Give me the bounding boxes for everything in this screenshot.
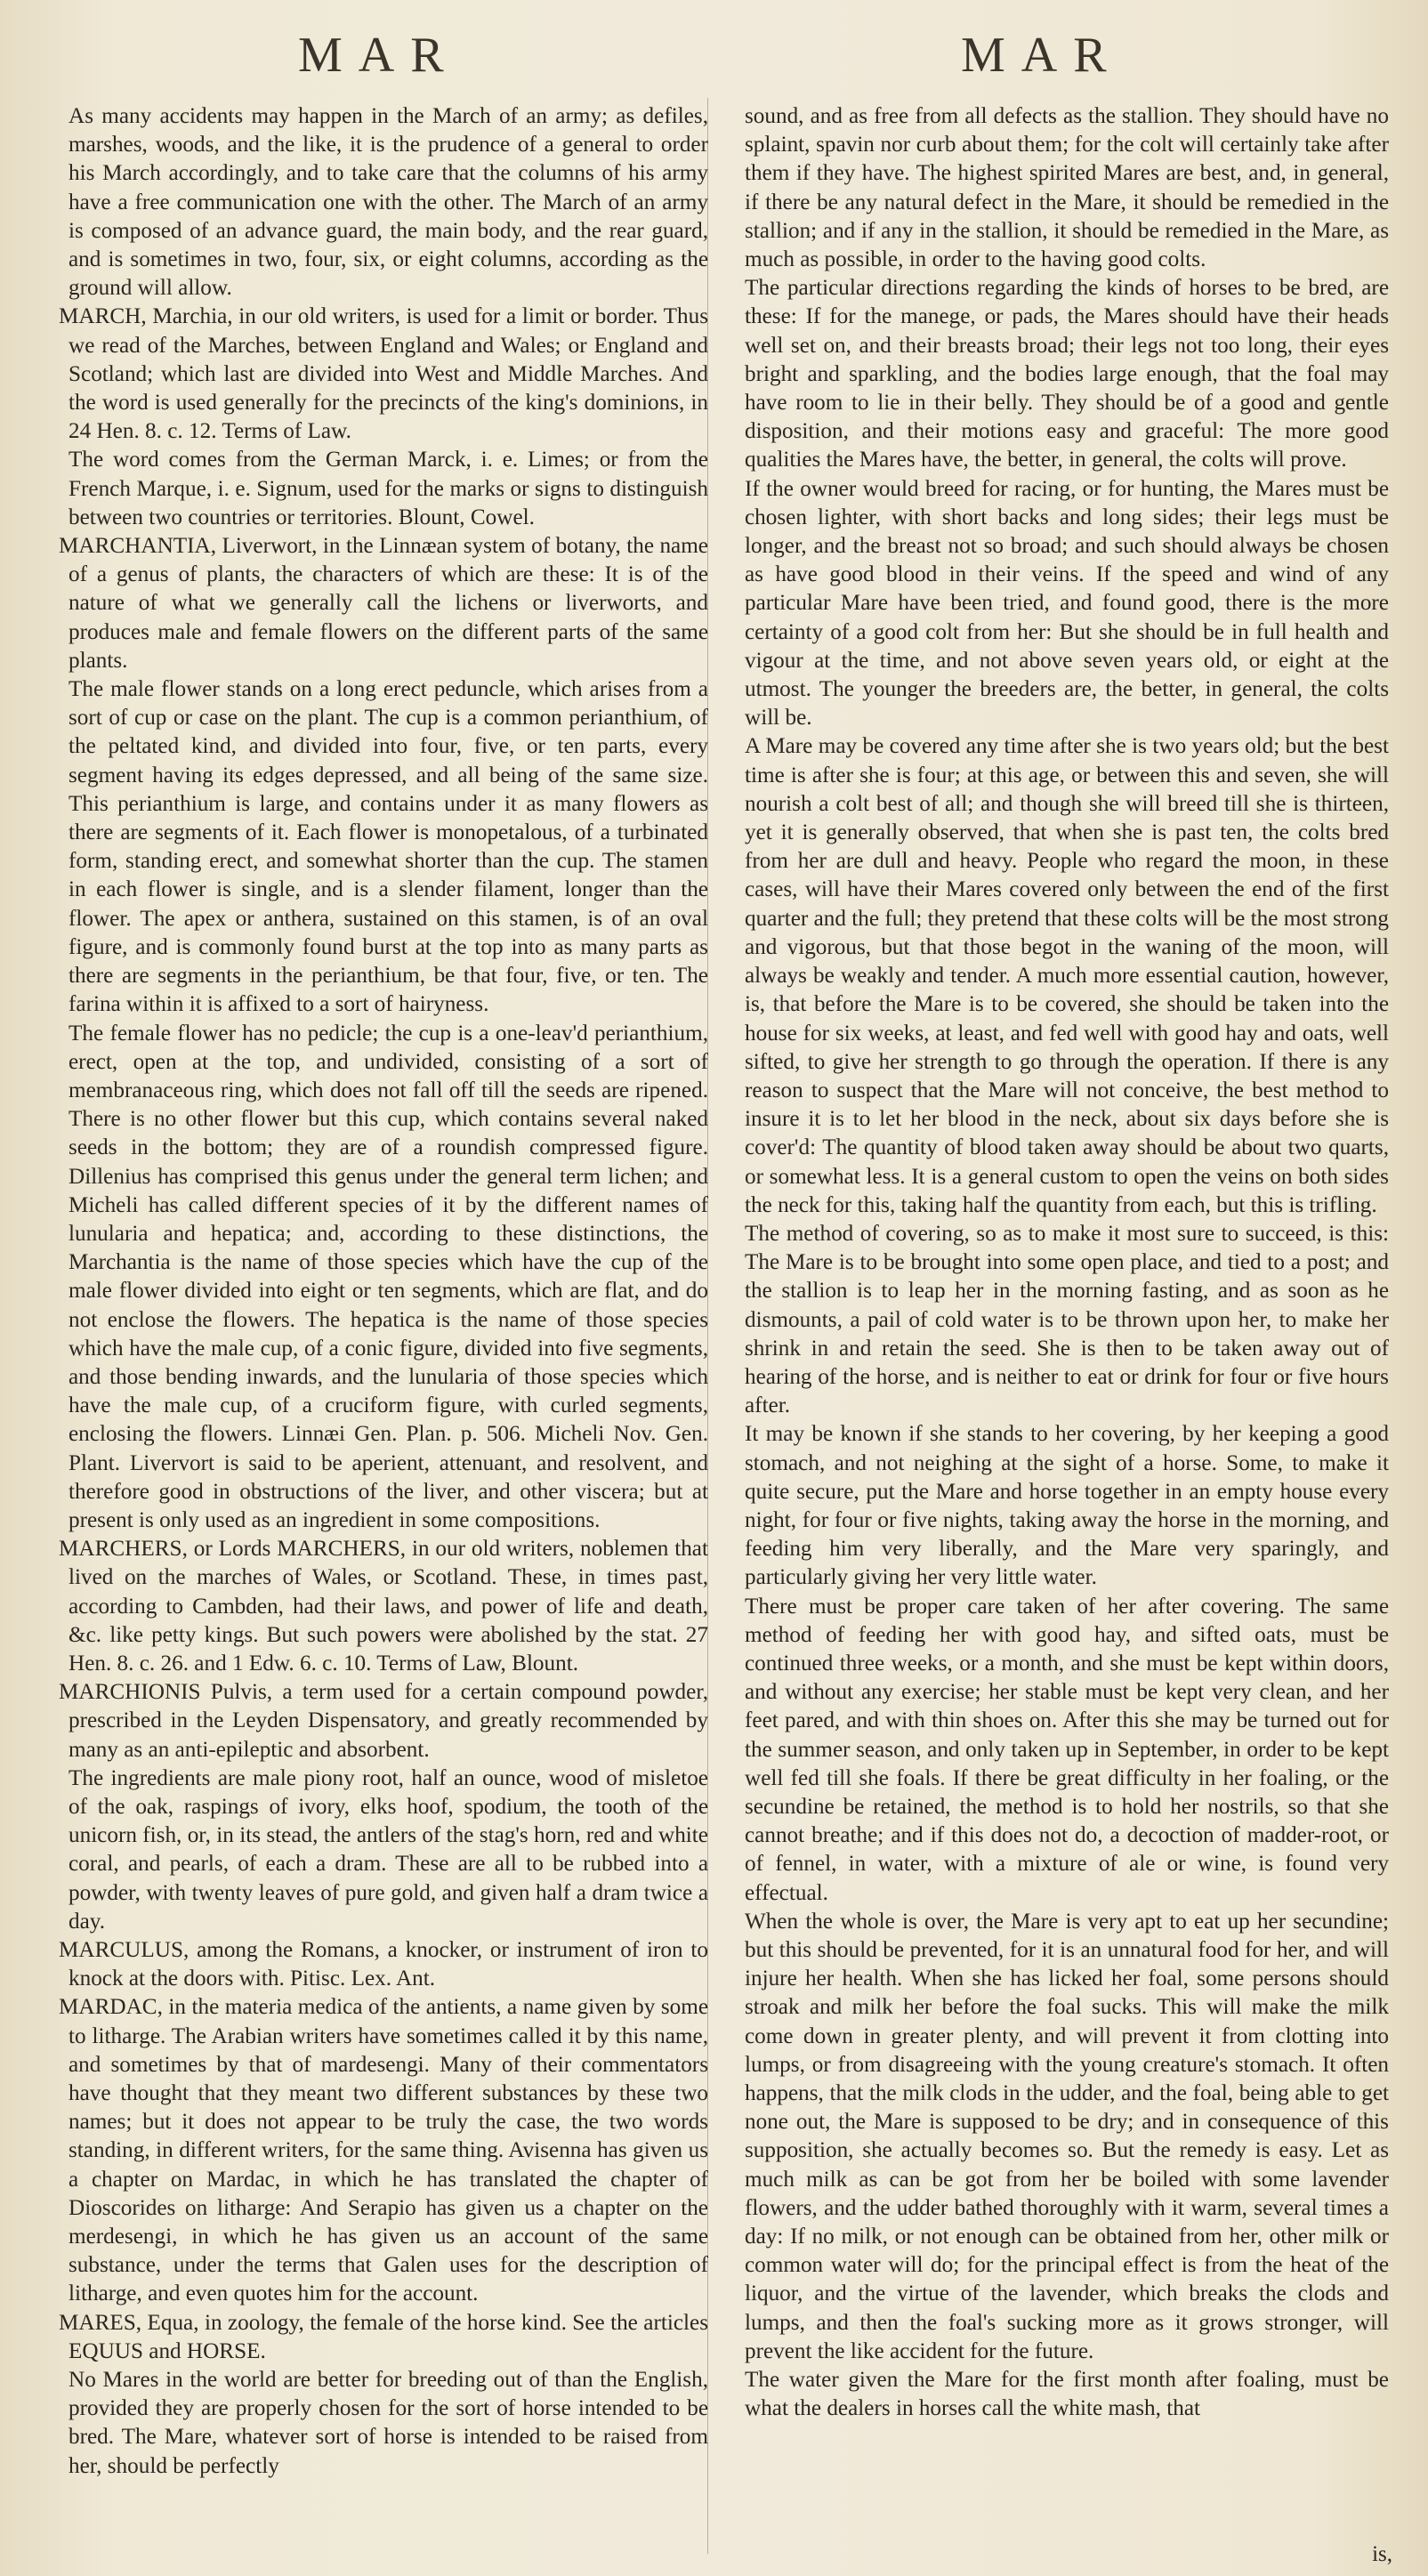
entry-marculus: MARCULUS, among the Romans, a knocker, or instrument of iron to knock at the doors with. Pitisc. Lex. Ant. [59,1938,708,1991]
paragraph: As many accidents may happen in the March of an army; as defiles, marshes, woods, and the like, it is the prudence of a general to order his March accordingly, and to take care that the columns of his army have a free communication one with the other. The March of an army is composed of an advance guard, the main body, and the rear guard, and is sometimes in two, four, six, or eight columns, according as the ground will allow. [69,104,708,301]
paragraph: sound, and as free from all defects as the stallion. They should have no splaint, spavin nor curb about them; for the colt will certainly take after them if they have. The highest spirited Mares are best, and, in general, if there be any natural defect in the Mare, it should be remedied in the stallion; and if any in the stallion, it should be remedied in the Mare, as much as possible, in order to the having good colts. [745,104,1389,272]
paragraph: The water given the Mare for the first month after foaling, must be what the dealers in horses call the white mash, that [745,2368,1389,2421]
entry-march: MARCH, Marchia, in our old writers, is used for a limit or border. Thus we read of the Marches, between England and Wales; or England and Scotland; which last are divided into West and Middle Marches. And the word is used generally for the precincts of the king's dominions, in 24 Hen. 8. c. 12. Terms of Law. [59,304,708,444]
entry-mardac: MARDAC, in the materia medica of the antients, a name given by some to litharge. The Arabian writers have sometimes called it by this name, and sometimes by that of mardesengi. Many of their commentators have thought that they meant two different substances by these two names; but it does not appear to be truly the case, the two words standing, in different writers, for the same thing. Avisenna has given us a chapter on Mardac, in which he has translated the chapter of Dioscorides on litharge: And Serapio has given us a chapter on the merdesengi, in which he has given us an account of the same substance, under the terms that Galen uses for the description of litharge, and even quotes him for the account. [59,1995,708,2306]
paragraph: A Mare may be covered any time after she is two years old; but the best time is after she is four; at this age, or between this and seven, she will nourish a colt best of all; and though she will breed till she is thirteen, yet it is generally observed, that when she is past ten, the colts bred from her are dull and heavy. People who regard the moon, in these cases, will have their Mares covered only between the end of the first quarter and the full; they pretend that these colts will be the most strong and vigorous, but that those begot in the waning of the moon, will always be weakly and tender. A much more essential caution, however, is, that before the Mare is to be covered, she should be taken into the house for six weeks, at least, and fed well with good hay and oats, well sifted, to give her strength to go through the operation. If there is any reason to suspect that the Mare will not conceive, the best method to insure it is to let her blood in the neck, about six days before she is cover'd: The quantity of blood taken away should be about two quarts, or somewhat less. It is a general custom to open the veins on both sides the neck for this, taking half the quantity from each, but this is trifling. [745,734,1389,1217]
paragraph: No Mares in the world are better for breeding out of than the English, provided they are properly chosen for the sort of horse intended to be bred. The Mare, whatever sort of horse is intended to be raised from her, should be perfectly [69,2368,708,2478]
paragraph: The female flower has no pedicle; the cup is a one-leav'd perianthium, erect, open at the top, and undivided, consisting of a sort of membranaceous ring, which does not fall off till the seeds are ripened. There is no other flower but this cup, which contains several naked seeds in the bottom; they are of a roundish compressed figure. Dillenius has comprised this genus under the general term lichen; and Micheli has called different species of it by the different names of lunularia and hepatica; and, according to these distinctions, the Marchantia is the name of those species which have the cup of the male flower divided into eight or ten segments, which are flat, and do not enclose the flowers. The hepatica is the name of those species which have the male cup, of a conic figure, divided into five segments, and those bending inwards, and the lunularia of those species which have the male cup, of a cruciform figure, with curled segments, enclosing the flowers. Linnæi Gen. Plan. p. 506. Micheli Nov. Gen. Plant. Livervort is said to be aperient, attenuant, and resolvent, and therefore good in obstructions of the liver, and other viscera; but at present is only used as an ingredient in some compositions. [69,1021,708,1532]
running-head-left: MAR [298,28,460,83]
entry-marchers: MARCHERS, or Lords MARCHERS, in our old writers, noblemen that lived on the marches of Wales, or Scotland. These, in times past, according to Cambden, had their laws, and power of life and death, &c. like petty kings. But such powers were abolished by the stat. 27 Hen. 8. c. 26. and 1 Edw. 6. c. 10. Terms of Law, Blount. [59,1537,708,1676]
paragraph: The male flower stands on a long erect peduncle, which arises from a sort of cup or case on the plant. The cup is a common perianthium, of the peltated kind, and divided into four, five, or ten parts, every segment having its edges depressed, and all being of the same size. This perianthium is large, and contains under it as many flowers as there are segments of it. Each flower is monopetalous, of a turbinated form, standing erect, and somewhat shorter than the cup. The stamen in each flower is single, and is a slender filament, longer than the flower. The apex or anthera, sustained on this stamen, is of an oval figure, and is commonly found burst at the top into as many parts as there are segments in the perianthium, be that four, five, or ten. The farina within it is affixed to a sort of hairyness. [69,677,708,1017]
running-head-right: MAR [961,28,1123,83]
left-column [59,102,708,2481]
right-column [735,102,1389,2423]
entry-mares: MARES, Equa, in zoology, the female of the horse kind. See the articles EQUUS and HORSE. [59,2310,708,2363]
entry-marchionis: MARCHIONIS Pulvis, a term used for a certain compound powder, prescribed in the Leyden Dispensatory, and greatly recommended by many as an anti-epileptic and absorbent. [59,1680,708,1762]
paragraph: It may be known if she stands to her covering, by her keeping a good stomach, and not neighing at the sight of a horse. Some, to make it quite secure, put the Mare and horse together in an empty house every night, for four or five nights, taking away the horse in the morning, and feeding him very liberally, and the Mare very sparingly, and particularly giving her very little water. [745,1422,1389,1590]
catchword: is, [1372,2542,1392,2566]
entry-marchantia: MARCHANTIA, Liverwort, in the Linnæan system of botany, the name of a genus of plants, the characters of which are these: It is of the nature of what we generally call the lichens or liverworts, and produces male and female flowers on the different parts of the same plants. [59,534,708,673]
paragraph: The method of covering, so as to make it most sure to succeed, is this: The Mare is to be brought into some open place, and tied to a post; and the stallion is to leap her in the morning fasting, and as soon as he dismounts, a pail of cold water is to be thrown upon her, to make her shrink in and retain the seed. She is then to be taken away out of hearing of the horse, and is neither to eat or drink for four or five hours after. [745,1221,1389,1418]
paragraph: The ingredients are male piony root, half an ounce, wood of misletoe of the oak, raspings of ivory, elks hoof, spodium, the tooth of the unicorn fish, or, in its stead, the antlers of the stag's horn, red and white coral, and pearls, of each a dram. These are all to be rubbed into a powder, with twenty leaves of pure gold, and given half a dram twice a day. [69,1765,708,1934]
paragraph: When the whole is over, the Mare is very apt to eat up her secundine; but this should be prevented, for it is an unnatural food for her, and will injure her health. When she has licked her foal, some persons should stroak and milk her before the foal sucks. This will make the milk come down in greater plenty, and will prevent it from clotting into lumps, or from disagreeing with the young creature's stomach. It often happens, that the milk clods in the udder, and the foal, being able to get none out, the Mare is supposed to be dry; and in consequence of this supposition, she actually becomes so. But the remedy is easy. Let as much milk as can be got from her be boiled with some lavender flowers, and the udder bathed thoroughly with it warm, several times a day: If no milk, or not enough can be obtained from her, other milk or common water will do; for the principal effect is from the heat of the liquor, and the virtue of the lavender, which breaks the clods and lumps, and then the foal's sucking more as it grows stronger, will prevent the like accident for the future. [745,1909,1389,2363]
paragraph: The word comes from the German Marck, i. e. Limes; or from the French Marque, i. e. Signum, used for the marks or signs to distinguish between two countries or territories. Blount, Cowel. [69,448,708,529]
paragraph: There must be proper care taken of her after covering. The same method of feeding her with good hay, and sifted oats, must be continued three weeks, or a month, and she must be kept within doors, and without any exercise; her stable must be kept very clean, and her feet pared, and with thin shoes on. After this she may be turned out for the summer season, and only taken up in September, in order to be kept well fed till she foals. If there be great difficulty in her foaling, or the secundine be retained, the method is to hold her nostrils, so that she cannot breathe; and if this does not do, a decoction of madder-root, or of fennel, in water, with a mixture of ale or wine, is found very effectual. [745,1594,1389,1905]
paragraph: If the owner would breed for racing, or for hunting, the Mares must be chosen lighter, with short backs and long sides; their legs must be longer, and the breast not so broad; and such should always be chosen as have good blood in their veins. If the speed and wind of any particular Mare have been tried, and found good, there is the more certainty of a good colt from her: But she should be in full health and vigour at the time, and not above seven years old, or eight at the utmost. The younger the breeders are, the better, in general, the colts will be. [745,476,1389,731]
paragraph: The particular directions regarding the kinds of horses to be bred, are these: If for the manege, or pads, the Mares should have their heads well set on, and their breasts broad; their legs not too long, their eyes bright and sparkling, and the bodies large enough, that the foal may have room to lie in their belly. They should be of a good and gentle disposition, and their motions easy and graceful: The more good qualities the Mares have, the better, in general, the colts will prove. [745,276,1389,472]
